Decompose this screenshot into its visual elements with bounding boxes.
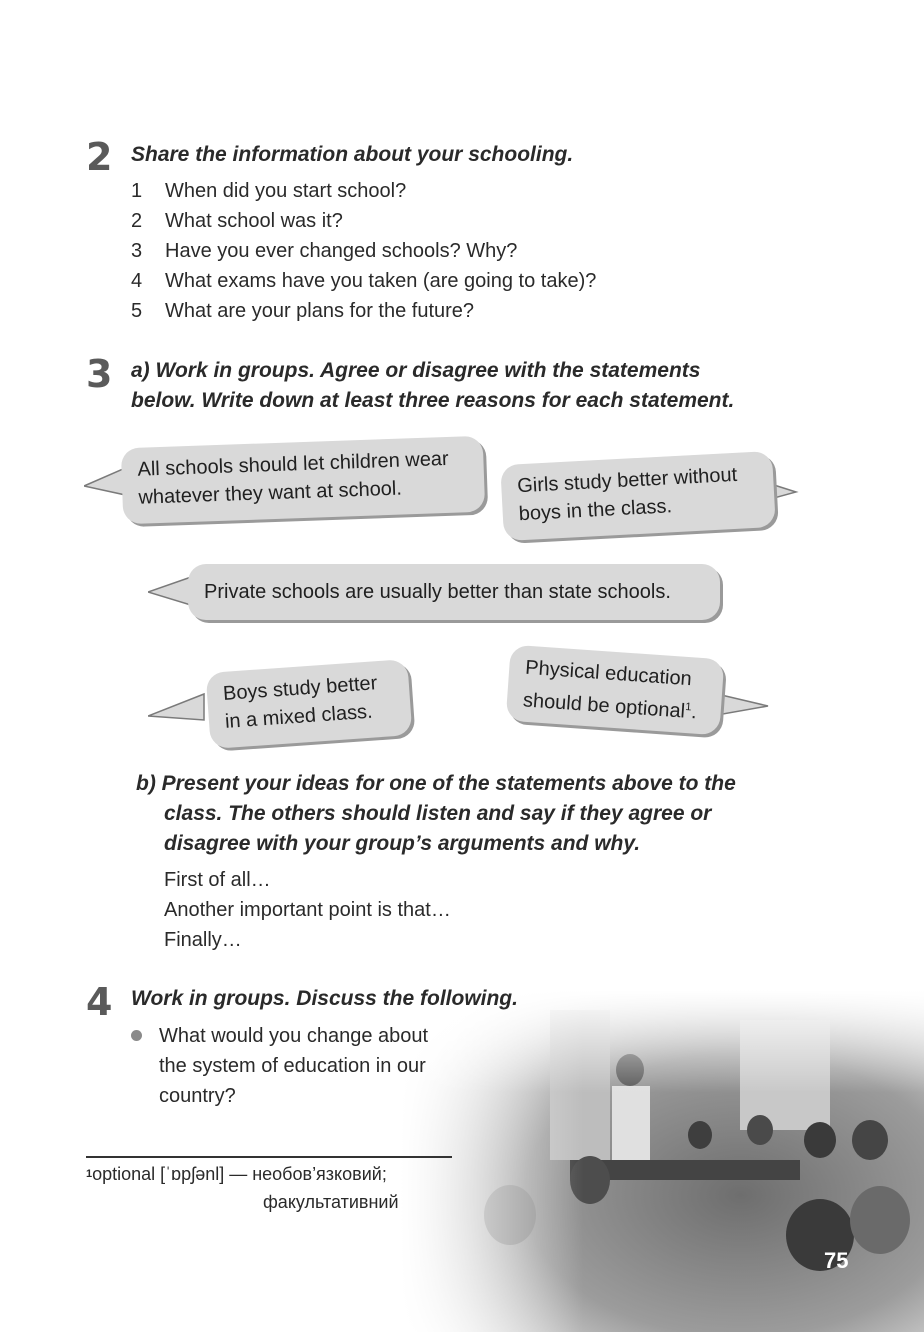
speech-bubble: Girls study better without boys in the class. <box>500 451 776 541</box>
task-number-3: 3 <box>86 352 113 396</box>
speech-bubble: Physical education should be optional$^1$. <box>506 645 725 736</box>
list-item: Finally… <box>164 929 242 951</box>
task-number-4: 4 <box>86 980 113 1024</box>
classroom-photo <box>400 990 924 1332</box>
useful-phrases <box>164 865 451 955</box>
task-3a-title: a) Work in groups. Agree or disagree with the statements below. Write down at least three reasons for each statement. <box>131 359 735 412</box>
bullet-icon <box>131 1030 142 1041</box>
footnote-divider <box>86 1156 452 1158</box>
task-2-title: Share the information about your schooling. <box>131 143 574 166</box>
list-item: Another important point is that… <box>164 899 451 921</box>
speech-bubble: Private schools are usually better than state schools. <box>188 564 720 620</box>
question-list <box>131 176 596 326</box>
page-number: 75 <box>824 1248 849 1273</box>
bubble-tail <box>148 690 208 726</box>
list-item: 5 What are your plans for the future? <box>131 300 475 322</box>
list-item: 3 Have you ever changed schools? Why? <box>131 240 518 262</box>
task-3b-title: b) Present your ideas for one of the statements above to the class. The others should listen and say if they agree or disagree with your group’s arguments and why. <box>136 772 736 855</box>
list-item: First of all… <box>164 869 271 891</box>
footnote: $^1$optional [ˈɒpʃənl] — необов’язковий; факультативний <box>86 1164 399 1212</box>
list-item: What would you change about the system of education in our country? <box>131 1021 459 1111</box>
list-item: 2 What school was it? <box>131 210 343 232</box>
speech-bubble: All schools should let children wear whatever they want at school. <box>121 436 485 525</box>
list-item: 4 What exams have you taken (are going to take)? <box>131 270 597 292</box>
task-4-title: Work in groups. Discuss the following. <box>131 987 518 1010</box>
speech-bubble: Boys study better in a mixed class. <box>206 659 413 749</box>
list-item: 1 When did you start school? <box>131 180 407 202</box>
task-number-2: 2 <box>86 135 113 179</box>
